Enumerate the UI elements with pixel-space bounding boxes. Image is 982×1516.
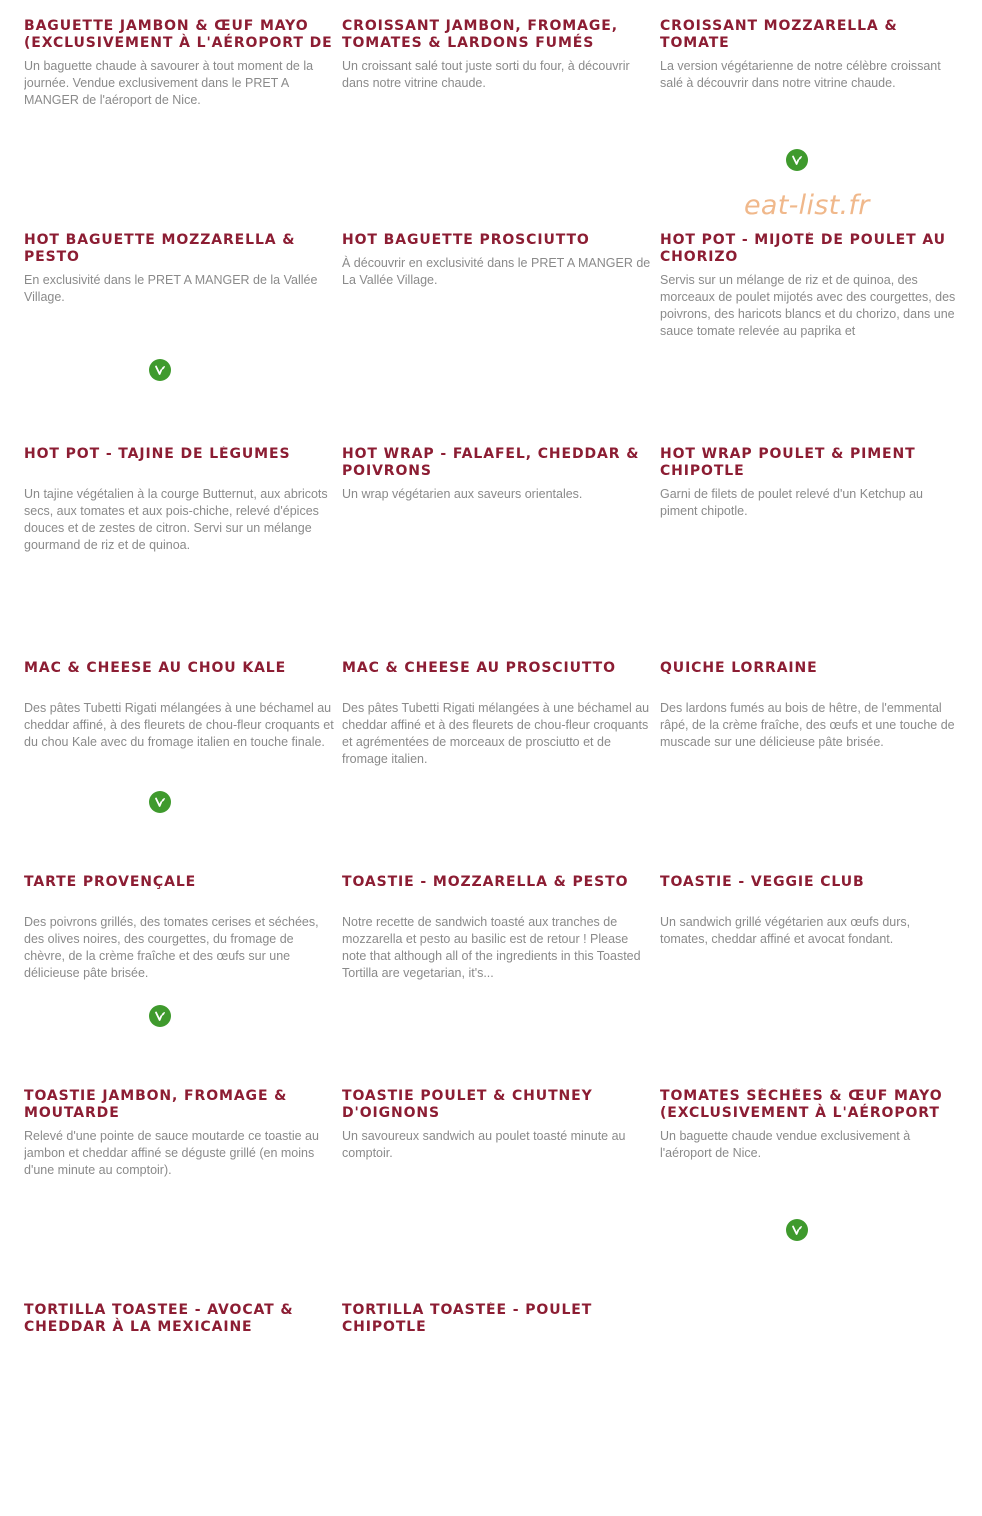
item-description: Des pâtes Tubetti Rigati mélangées à une béchamel au cheddar affiné et à des fleurets de chou-fleur croquants et agrémentées de morceaux de prosciutto et de fromage italien.	[342, 701, 650, 766]
item-title[interactable]: HOT BAGUETTE MOZZARELLA & PESTO	[24, 232, 296, 265]
item-description: Un sandwich grillé végétarien aux œufs durs, tomates, cheddar affiné et avocat fondant.	[660, 915, 911, 946]
menu-item-card[interactable]	[24, 446, 342, 660]
item-title[interactable]: HOT WRAP POULET & PIMENT CHIPOTLE	[660, 446, 916, 479]
vegetarian-icon	[786, 149, 808, 171]
item-description: Des lardons fumés au bois de hêtre, de l'emmental râpé, de la crème fraîche, des œufs et une touche de muscade sur une délicieuse pâte brisée.	[660, 701, 955, 749]
item-title[interactable]: MAC & CHEESE AU CHOU KALE	[24, 660, 287, 676]
menu-grid	[24, 18, 964, 1516]
item-title[interactable]: TORTILLA TOASTEE - AVOCAT & CHEDDAR À LA MEXICAINE	[24, 1302, 294, 1335]
item-title[interactable]: TOMATES SÉCHÉES & ŒUF MAYO (EXCLUSIVEMENT À L'AÉROPORT	[660, 1088, 943, 1121]
item-description: Relevé d'une pointe de sauce moutarde ce toastie au jambon et cheddar affiné se déguste grillé (en moins d'une minute au comptoir).	[24, 1129, 319, 1177]
item-description: En exclusivité dans le PRET A MANGER de la Vallée Village.	[24, 273, 318, 304]
item-title[interactable]: MAC & CHEESE AU PROSCIUTTO	[342, 660, 616, 676]
vegetarian-icon	[149, 791, 171, 813]
item-title[interactable]: TOASTIE POULET & CHUTNEY D'OIGNONS	[342, 1088, 593, 1121]
item-title[interactable]: CROISSANT MOZZARELLA & TOMATE	[660, 18, 898, 51]
menu-item-card[interactable]	[660, 1088, 964, 1302]
menu-item-card[interactable]	[660, 232, 964, 446]
item-title[interactable]: TARTE PROVENÇALE	[24, 874, 197, 890]
watermark-text: eat-list.fr	[744, 190, 870, 221]
item-description: Notre recette de sandwich toasté aux tranches de mozzarella et pesto au basilic est de retour ! Please note that although all of the ingredients in this Toasted Tortilla are vegetarian, it's...	[342, 915, 641, 980]
menu-item-card[interactable]	[342, 232, 660, 446]
item-description: À découvrir en exclusivité dans le PRET A MANGER de La Vallée Village.	[342, 256, 651, 287]
item-description: Un savoureux sandwich au poulet toasté minute au comptoir.	[342, 1129, 626, 1160]
item-description: Un baguette chaude à savourer à tout moment de la journée. Vendue exclusivement dans le PRET A MANGER de l'aéroport de Nice.	[24, 59, 314, 107]
item-title[interactable]: HOT POT - TAJINE DE LÉGUMES	[24, 446, 291, 462]
menu-item-card[interactable]	[24, 18, 342, 232]
item-title[interactable]: TORTILLA TOASTÉE - POULET CHIPOTLE	[342, 1302, 593, 1335]
item-description: Des pâtes Tubetti Rigati mélangées à une béchamel au cheddar affiné, à des fleurets de chou-fleur croquants et du chou Kale avec du fromage italien en touche finale.	[24, 701, 334, 749]
item-title[interactable]: BAGUETTE JAMBON & ŒUF MAYO (EXCLUSIVEMENT À L'AÉROPORT DE	[24, 18, 333, 51]
item-title[interactable]: TOASTIE JAMBON, FROMAGE & MOUTARDE	[24, 1088, 288, 1121]
item-description: La version végétarienne de notre célèbre croissant salé à découvrir dans notre vitrine chaude.	[660, 59, 941, 90]
menu-item-card[interactable]	[342, 660, 660, 874]
item-description: Des poivrons grillés, des tomates cerises et séchées, des olives noires, des courgettes, du fromage de chèvre, de la crème fraîche et des œufs sur une délicieuse pâte brisée.	[24, 915, 319, 980]
menu-item-card[interactable]	[342, 1302, 660, 1516]
vegetarian-icon	[149, 359, 171, 381]
menu-item-card[interactable]	[24, 874, 342, 1088]
menu-item-card[interactable]	[342, 18, 660, 232]
item-description: Un tajine végétalien à la courge Butternut, aux abricots secs, aux tomates et aux pois-chiche, relevé d'épices douces et de zestes de citron. Servi sur un mélange gourmand de riz et de quinoa.	[24, 487, 328, 552]
item-description: Un wrap végétarien aux saveurs orientales.	[342, 487, 583, 501]
menu-item-card[interactable]	[660, 660, 964, 874]
menu-item-card[interactable]	[660, 874, 964, 1088]
item-description: Un baguette chaude vendue exclusivement à l'aéroport de Nice.	[660, 1129, 911, 1160]
item-title[interactable]: TOASTIE - MOZZARELLA & PESTO	[342, 874, 629, 890]
item-title[interactable]: HOT POT - MIJOTÉ DE POULET AU CHORIZO	[660, 232, 946, 265]
item-description: Un croissant salé tout juste sorti du four, à découvrir dans notre vitrine chaude.	[342, 59, 630, 90]
item-title[interactable]: CROISSANT JAMBON, FROMAGE, TOMATES & LARDONS FUMÉS	[342, 18, 618, 51]
item-title[interactable]: HOT BAGUETTE PROSCIUTTO	[342, 232, 590, 248]
menu-item-card[interactable]	[342, 874, 660, 1088]
menu-item-card[interactable]	[342, 446, 660, 660]
menu-item-card[interactable]	[24, 232, 342, 446]
menu-item-card[interactable]	[24, 1302, 342, 1516]
item-description: Servis sur un mélange de riz et de quinoa, des morceaux de poulet mijotés avec des courgettes, des poivrons, des haricots blancs et du chorizo, dans une sauce tomate relevée au paprika et	[660, 273, 956, 338]
menu-item-card[interactable]	[342, 1088, 660, 1302]
menu-item-card[interactable]	[24, 1088, 342, 1302]
item-description: Garni de filets de poulet relevé d'un Ketchup au piment chipotle.	[660, 487, 923, 518]
item-title[interactable]: HOT WRAP - FALAFEL, CHEDDAR & POIVRONS	[342, 446, 640, 479]
vegetarian-icon	[149, 1005, 171, 1027]
menu-item-card[interactable]	[24, 660, 342, 874]
item-title[interactable]: TOASTIE - VEGGIE CLUB	[660, 874, 865, 890]
menu-item-card[interactable]	[660, 446, 964, 660]
item-title[interactable]: QUICHE LORRAINE	[660, 660, 818, 676]
vegetarian-icon	[786, 1219, 808, 1241]
